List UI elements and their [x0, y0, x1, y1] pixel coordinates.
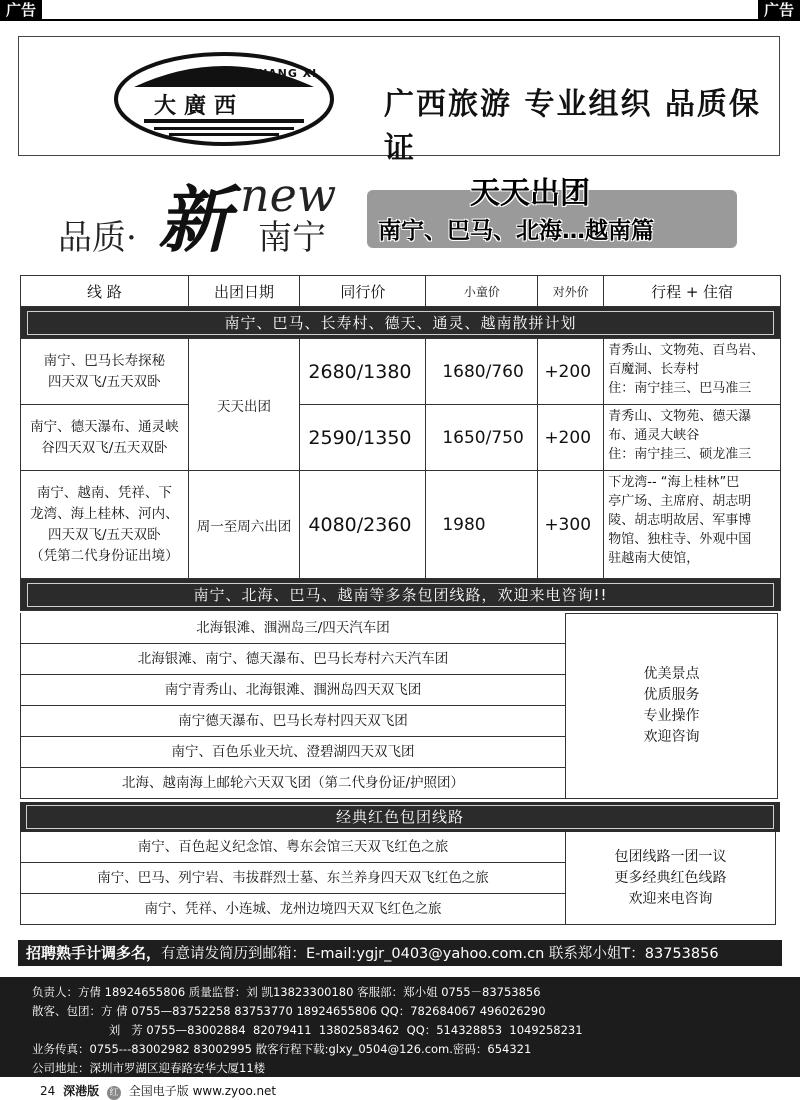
date-cell: 周一至周六出团 — [188, 471, 300, 579]
kid-price: 1650/750 — [426, 405, 538, 471]
header-itinerary: 行程 + 住宿 — [604, 276, 781, 307]
table-row — [21, 471, 781, 579]
route-line: 南宁、巴马长寿探秘 — [43, 352, 166, 369]
itinerary-line: 下龙湾-- “海上桂林”巴 — [608, 475, 740, 490]
route-line: （凭第二代身份证出境） — [30, 547, 179, 564]
table-row — [21, 339, 781, 405]
table-row — [21, 405, 781, 471]
side-line: 专业操作 — [643, 708, 700, 724]
date-cell: 天天出团 — [188, 339, 300, 471]
section-bar-2 — [21, 579, 781, 611]
header-box — [18, 36, 780, 166]
red-tours-side-note — [566, 832, 776, 925]
section-title-1: 南宁、巴马、长寿村、德天、通灵、越南散拼计划 — [27, 311, 774, 335]
brand-script: new — [240, 168, 337, 222]
peer-price: 4080/2360 — [300, 471, 426, 579]
route-cell — [21, 471, 189, 579]
section-bar-3 — [20, 802, 780, 832]
recruit-text: 有意请发简历到邮箱：E-mail:ygjr_0403@yahoo.com.cn 联系郑小姐T：83753856 — [161, 946, 719, 962]
brand-prefix: 品质· — [58, 218, 137, 258]
website-link[interactable]: 全国电子版 www.zyoo.net — [128, 1084, 277, 1098]
side-line: 包团线路一团一议 — [614, 848, 727, 865]
route-line: 南宁、德天瀑布、通灵峡 — [30, 418, 179, 435]
list-item: 南宁、巴马、列宁岩、韦拔群烈士墓、东兰养身四天双飞红色之旅 — [20, 863, 566, 894]
section-bar-1 — [21, 307, 781, 339]
footer-line: 公司地址：深圳市罗湖区迎春路安华大厦11楼 — [32, 1061, 266, 1075]
contact-footer — [0, 977, 800, 1077]
list-item: 北海银滩、南宁、德天瀑布、巴马长寿村六天汽车团 — [20, 644, 566, 675]
peer-price: 2590/1350 — [300, 405, 426, 471]
list-item: 南宁、百色起义纪念馆、粤东会馆三天双飞红色之旅 — [20, 832, 566, 863]
list-item: 南宁、凭祥、小连城、龙州边境四天双飞红色之旅 — [20, 894, 566, 925]
side-line: 更多经典红色线路 — [614, 869, 727, 886]
route-line: 四天双飞/五天双卧 — [48, 373, 161, 390]
logo-chinese-text: 大廣西 — [154, 93, 245, 119]
brand-xin: 新 — [158, 177, 231, 262]
kid-price: 1680/760 — [426, 339, 538, 405]
route-line: 谷四天双飞/五天双卧 — [41, 439, 168, 456]
title-area — [0, 160, 800, 275]
ad-label-right: 广告 — [758, 0, 800, 20]
table-header-row — [21, 276, 781, 307]
itinerary-line: 亭广场、主席府、胡志明 — [608, 494, 752, 509]
route-line: 四天双飞/五天双卧 — [48, 526, 161, 543]
route-line: 南宁、越南、凭祥、下 — [36, 484, 172, 501]
side-line: 优美景点 — [643, 666, 700, 682]
header-route: 线 路 — [21, 276, 189, 307]
side-line: 欢迎来电咨询 — [628, 890, 713, 907]
itinerary-line: 布、通灵大峡谷 — [608, 428, 700, 443]
itinerary-cell — [604, 471, 781, 579]
top-rule — [0, 19, 800, 21]
page-number: 24 — [40, 1084, 56, 1098]
package-list — [20, 613, 566, 799]
itinerary-line: 青秀山、文物苑、德天瀑 — [608, 409, 752, 424]
itinerary-line: 陵、胡志明故居、军事博 — [608, 513, 752, 528]
kid-price: 1980 — [426, 471, 538, 579]
package-side-note — [566, 613, 778, 799]
footer-line: 散客、包团：方 倩 0755—83752258 83753770 18924655806 QQ：782684067 496026290 — [32, 1004, 546, 1018]
public-price: +200 — [538, 405, 604, 471]
list-item: 北海银滩、涠洲岛三/四天汽车团 — [20, 613, 566, 644]
list-item: 南宁德天瀑布、巴马长寿村四天双飞团 — [20, 706, 566, 737]
itinerary-line: 青秀山、文物苑、百鸟岩、 — [608, 343, 765, 358]
red-tours-block — [20, 832, 780, 926]
red-tours-bar — [20, 802, 780, 832]
list-item: 南宁、百色乐业天坑、澄碧湖四天双飞团 — [20, 737, 566, 768]
page-footer — [40, 1082, 276, 1100]
header-kid-price: 小童价 — [426, 276, 538, 307]
footer-line: 业务传真：0755---83002982 83002995 散客行程下载:glxy_0504@126.com.密码：654321 — [32, 1042, 532, 1056]
header-peer-price: 同行价 — [300, 276, 426, 307]
package-block — [20, 613, 780, 801]
itinerary-line: 驻越南大使馆， — [608, 551, 700, 566]
list-item: 南宁青秀山、北海银滩、涠洲岛四天双飞团 — [20, 675, 566, 706]
itinerary-line: 住：南宁挂三、巴马准三 — [608, 381, 752, 396]
price-table — [20, 275, 781, 611]
public-price: +300 — [538, 471, 604, 579]
header-slogan: 广西旅游 专业组织 品质保证 — [384, 87, 761, 166]
footer-line: 刘 芳 0755—83002884 82079411 13802583462 QQ：514328853 1049258231 — [32, 1023, 583, 1037]
list-item: 北海、越南海上邮轮六天双飞团（第二代身份证/护照团） — [20, 768, 566, 799]
peer-price: 2680/1380 — [300, 339, 426, 405]
route-cell — [21, 405, 189, 471]
header-date: 出团日期 — [188, 276, 300, 307]
itinerary-cell — [604, 405, 781, 471]
header-public-price: 对外价 — [538, 276, 604, 307]
logo-english-text: DA GUANG XI — [224, 67, 318, 80]
recruit-banner — [18, 940, 782, 966]
route-cell — [21, 339, 189, 405]
ad-label-left: 广告 — [0, 0, 42, 20]
route-line: 龙湾、海上桂林、河内、 — [30, 505, 179, 522]
red-tours-title: 经典红色包团线路 — [26, 805, 774, 829]
recruit-bold: 招聘熟手计调多名， — [26, 944, 162, 962]
edition-label: 深港版 — [63, 1084, 100, 1098]
itinerary-cell — [604, 339, 781, 405]
side-line: 优质服务 — [643, 687, 700, 703]
footer-line: 负责人：方倩 18924655806 质量监督：刘 凯13823300180 客服部：郑小姐 0755－83753856 — [32, 985, 541, 999]
side-line: 欢迎咨询 — [643, 729, 700, 745]
itinerary-line: 物馆、独柱寺、外观中国 — [608, 532, 752, 547]
section-title-2: 南宁、北海、巴马、越南等多条包团线路，欢迎来电咨询!! — [27, 583, 774, 607]
daily-title: 天天出团 — [470, 176, 590, 211]
brand-suffix: 南宁 — [258, 218, 326, 258]
itinerary-line: 百魔洞、长寿村 — [608, 362, 700, 377]
daily-subtitle: 南宁、巴马、北海…越南篇 — [378, 218, 654, 244]
red-badge-icon: 红 — [107, 1086, 121, 1100]
public-price: +200 — [538, 339, 604, 405]
itinerary-line: 住：南宁挂三、硕龙准三 — [608, 447, 752, 462]
red-tours-list — [20, 832, 566, 925]
